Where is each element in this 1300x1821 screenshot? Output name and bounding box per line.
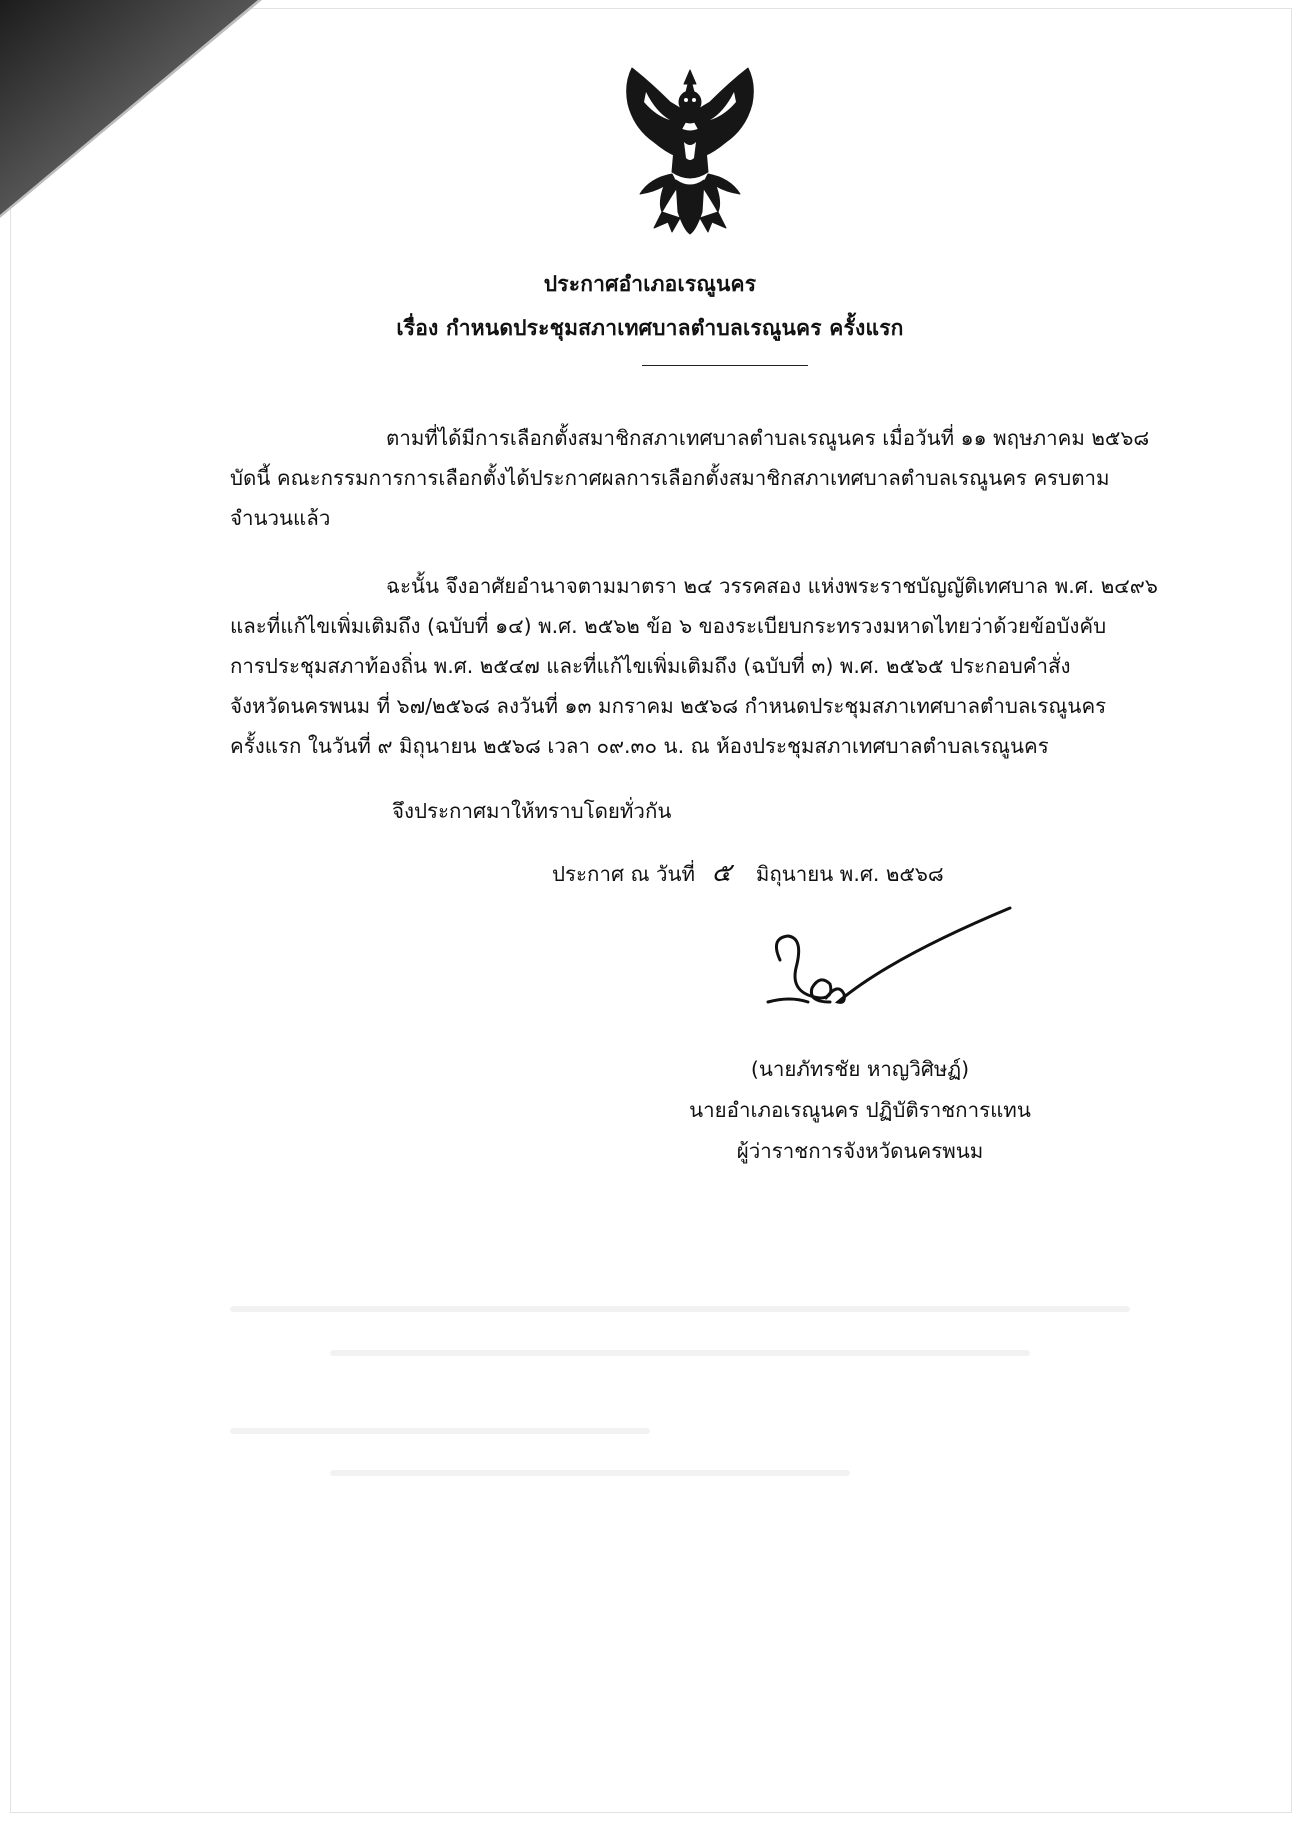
date-prefix: ประกาศ ณ วันที่ <box>552 862 696 886</box>
signatory-title: ผู้ว่าราชการจังหวัดนครพนม <box>736 1139 984 1163</box>
handwritten-signature <box>760 898 1020 1048</box>
date-suffix: มิถุนายน พ.ศ. ๒๕๖๘ <box>755 862 944 886</box>
bleed-through-mark <box>330 1470 850 1476</box>
scan-corner-shadow <box>0 0 320 230</box>
paragraph-1-line: จำนวนแล้ว <box>230 506 331 530</box>
paragraph-2 <box>230 566 1200 766</box>
bleed-through-mark <box>230 1428 650 1434</box>
paragraph-2-line: และที่แก้ไขเพิ่มเติมถึง (ฉบับที่ ๑๔) พ.ศ. ๒๕๖๒ ข้อ ๖ ของระเบียบกระทรวงมหาดไทยว่าด้วยข้อบังคับ <box>230 614 1107 638</box>
paragraph-1-line: บัดนี้ คณะกรรมการการเลือกตั้งได้ประกาศผลการเลือกตั้งสมาชิกสภาเทศบาลตำบลเรณูนคร ครบตาม <box>230 466 1110 490</box>
title-divider <box>642 365 808 366</box>
bleed-through-mark <box>330 1350 1030 1356</box>
paragraph-2-line: ฉะนั้น จึงอาศัยอำนาจตามมาตรา ๒๔ วรรคสอง แห่งพระราชบัญญัติเทศบาล พ.ศ. ๒๔๙๖ <box>386 574 1158 598</box>
paragraph-2-line: ครั้งแรก ในวันที่ ๙ มิถุนายน ๒๕๖๘ เวลา ๐๙.๓๐ น. ณ ห้องประชุมสภาเทศบาลตำบลเรณูนคร <box>230 734 1049 758</box>
signatory-title: นายอำเภอเรณูนคร ปฏิบัติราชการแทน <box>689 1098 1031 1122</box>
document-subject: เรื่อง กำหนดประชุมสภาเทศบาลตำบลเรณูนคร ครั้งแรก <box>396 316 904 340</box>
paragraph-1-line: ตามที่ได้มีการเลือกตั้งสมาชิกสภาเทศบาลตำบลเรณูนคร เมื่อวันที่ ๑๑ พฤษภาคม ๒๕๖๘ <box>386 426 1150 450</box>
date-day-handwritten: ๕ <box>711 858 732 888</box>
bleed-through-mark <box>230 1306 1130 1312</box>
paragraph-2-line: จังหวัดนครพนม ที่ ๖๗/๒๕๖๘ ลงวันที่ ๑๓ มกราคม ๒๕๖๘ กำหนดประชุมสภาเทศบาลตำบลเรณูนคร <box>230 694 1107 718</box>
signatory-name: (นายภัทรชัย หาญวิศิษฏ์) <box>750 1057 970 1081</box>
paragraph-1 <box>230 418 1200 538</box>
garuda-emblem-icon <box>610 62 770 237</box>
document-title: ประกาศอำเภอเรณูนคร <box>543 272 757 296</box>
closing-statement: จึงประกาศมาให้ทราบโดยทั่วกัน <box>392 799 672 823</box>
announcement-date <box>552 852 944 893</box>
paragraph-2-line: การประชุมสภาท้องถิ่น พ.ศ. ๒๕๔๗ และที่แก้ไขเพิ่มเติมถึง (ฉบับที่ ๓) พ.ศ. ๒๕๖๕ ประกอบคำสั่ง <box>230 654 1071 678</box>
